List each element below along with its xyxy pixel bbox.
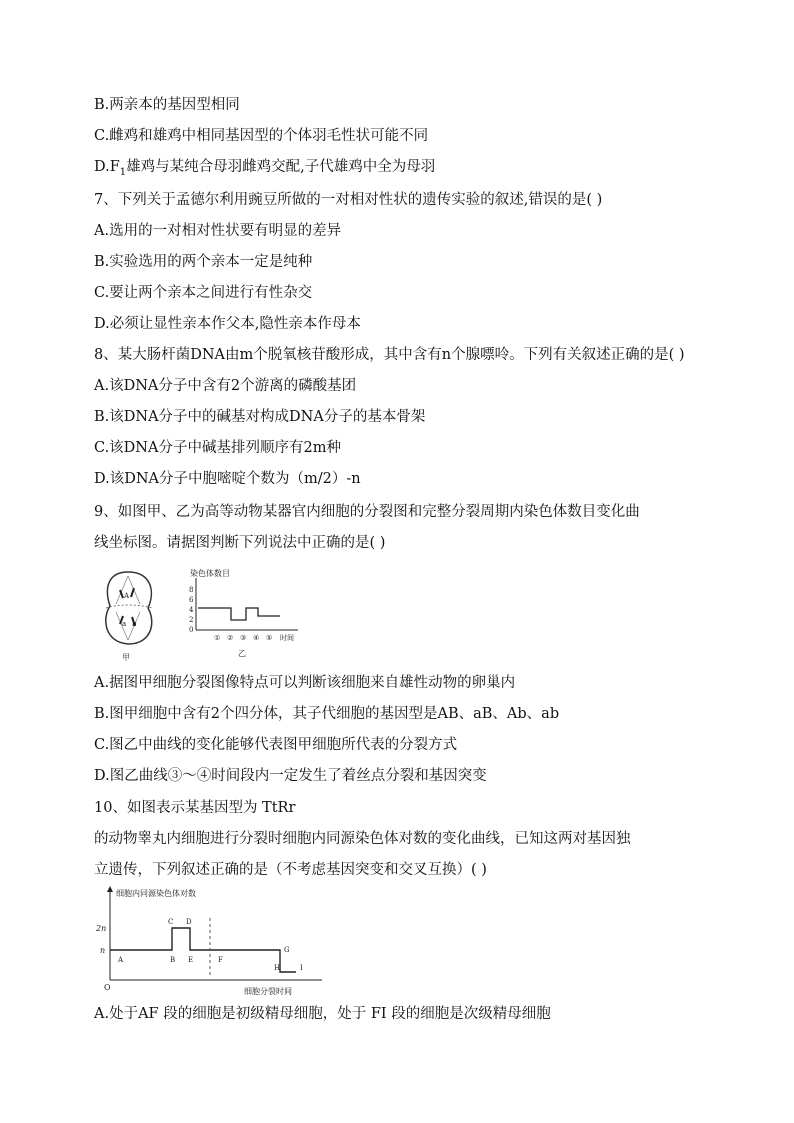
xtick-1: ① xyxy=(214,634,221,642)
option-6d-text: 雄鸡与某纯合母羽雌鸡交配,子代雄鸡中全为母羽 xyxy=(126,159,436,175)
option-6c: C.雌鸡和雄鸡中相同基因型的个体羽毛性状可能不同 xyxy=(94,128,429,144)
cell-label-b: b xyxy=(132,620,137,628)
ytick-8: 8 xyxy=(189,586,194,594)
point-g: G xyxy=(284,946,290,954)
option-6d xyxy=(94,157,435,183)
option-8c: C.该DNA分子中碱基排列顺序有2m种 xyxy=(94,440,341,456)
question-9-line1: 9、如图甲、乙为高等动物某器官内细胞的分裂图和完整分裂周期内染色体数目变化曲 xyxy=(94,504,640,520)
option-9b: B.图甲细胞中含有2个四分体，其子代细胞的基因型是AB、aB、Ab、ab xyxy=(94,706,560,722)
question-10-line1: 10、如图表示某基因型为 TtRr xyxy=(94,800,296,816)
question-10-line3: 立遗传，下列叙述正确的是（不考虑基因突变和交叉互换）( ) xyxy=(94,862,487,878)
point-h: H xyxy=(274,964,281,972)
point-i: I xyxy=(300,964,303,972)
figure-q10 xyxy=(94,886,334,998)
option-7d: D.必须让显性亲本作父本,隐性亲本作母本 xyxy=(94,316,361,332)
option-8b: B.该DNA分子中的碱基对构成DNA分子的基本骨架 xyxy=(94,409,426,425)
chromosome-graph xyxy=(189,568,298,658)
option-6b: B.两亲本的基因型相同 xyxy=(94,97,240,113)
ytick-n: n xyxy=(100,946,106,955)
question-10-line2: 的动物睾丸内细胞进行分裂时细胞内同源染色体对数的变化曲线，已知这两对基因独 xyxy=(94,831,631,847)
ytick-6: 6 xyxy=(189,596,194,604)
option-6d-subscript: 1 xyxy=(119,166,127,178)
option-9c: C.图乙中曲线的变化能够代表图甲细胞所代表的分裂方式 xyxy=(94,737,458,753)
label-jia: 甲 xyxy=(122,653,130,662)
point-c: C xyxy=(168,918,174,926)
ytick-4: 4 xyxy=(189,606,194,614)
xtick-5: ⑤ xyxy=(266,634,273,642)
point-a: A xyxy=(118,956,124,964)
cell-label-a-lower: a xyxy=(122,620,127,628)
point-b: B xyxy=(170,956,176,964)
ytick-2n: 2n xyxy=(96,924,107,933)
chromosome-curve xyxy=(198,608,280,620)
xtick-3: ③ xyxy=(240,634,247,642)
label-yi: 乙 xyxy=(238,649,246,658)
cell-diagram xyxy=(106,572,152,662)
option-10a: A.处于AF 段的细胞是初级精母细胞，处于 FI 段的细胞是次级精母细胞 xyxy=(94,1006,551,1022)
option-9d: D.图乙曲线③～④时间段内一定发生了着丝点分裂和基因突变 xyxy=(94,768,487,784)
option-8d: D.该DNA分子中胞嘧啶个数为（m/2）-n xyxy=(94,471,361,487)
graph10-ylabel: 细胞内同源染色体对数 xyxy=(116,889,196,898)
option-8a: A.该DNA分子中含有2个游离的磷酸基团 xyxy=(94,378,357,394)
origin-label: O xyxy=(104,983,111,992)
xtick-2: ② xyxy=(227,634,234,642)
ytick-2: 2 xyxy=(189,616,194,624)
question-7: 7、下列关于孟德尔利用豌豆所做的一对相对性状的遗传实验的叙述,错误的是( ) xyxy=(94,192,603,208)
point-e: E xyxy=(188,956,194,964)
cell-label-a-upper: A xyxy=(124,592,130,600)
ytick-0: 0 xyxy=(189,626,194,634)
graph-ylabel: 染色体数目 xyxy=(190,569,230,578)
homolog-curve xyxy=(110,928,296,972)
question-9-line2: 线坐标图。请据图判断下列说法中正确的是( ) xyxy=(94,535,386,551)
graph-xlabel: 时间 xyxy=(280,634,294,642)
option-9a: A.据图甲细胞分裂图像特点可以判断该细胞来自雄性动物的卵巢内 xyxy=(94,675,516,691)
option-6d-prefix: D.F xyxy=(94,159,120,175)
option-7c: C.要让两个亲本之间进行有性杂交 xyxy=(94,285,313,301)
option-7a: A.选用的一对相对性状要有明显的差异 xyxy=(94,223,342,239)
figure-q9 xyxy=(98,566,313,662)
point-f: F xyxy=(218,956,223,964)
option-7b: B.实验选用的两个亲本一定是纯种 xyxy=(94,254,313,270)
xtick-4: ④ xyxy=(253,634,260,642)
graph10-xlabel: 细胞分裂时间 xyxy=(244,987,292,996)
point-d: D xyxy=(186,918,192,926)
question-8: 8、某大肠杆菌DNA由m个脱氧核苷酸形成，其中含有n个腺嘌呤。下列有关叙述正确的是( ) xyxy=(94,347,685,363)
